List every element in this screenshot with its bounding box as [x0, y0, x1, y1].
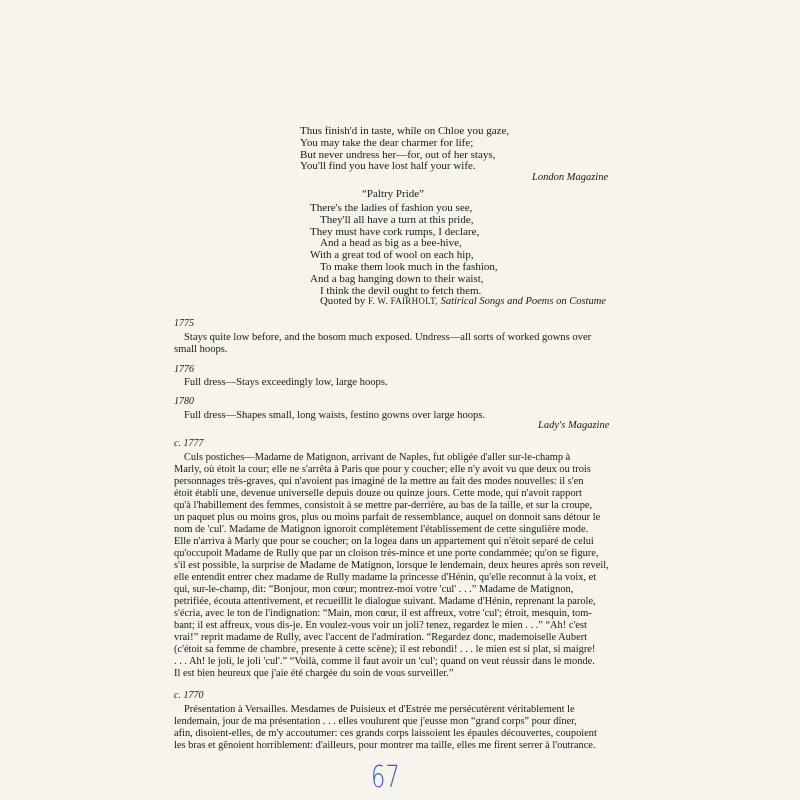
poem-line: Thus finish'd in taste, while on Chloe you gaze,	[300, 125, 510, 137]
entry-year: c. 1777	[174, 438, 204, 449]
entry-line: Full dress—Shapes small, long waists, festino gowns over large hoops.	[184, 410, 486, 421]
poem-line: They'll all have a turn at this pride,	[320, 213, 474, 226]
poem-london-magazine	[300, 126, 509, 173]
entry-line: Culs postiches—Madame de Matignon, arrivant de Naples, fut obligée d'aller sur-le-champ à	[184, 452, 571, 463]
poem-line: With a great tod of wool on each hip,	[310, 249, 474, 262]
poem-title: “Paltry Pride”	[362, 188, 425, 200]
entry-line: Présentation à Versailles. Mesdames de Puisieux et d'Estrée me persécutèrent véritablement le	[184, 704, 575, 715]
entry-line: lendemain, jour de ma présentation . . . elles voulurent que j'eusse mon “grand corps” pour dîner,	[174, 716, 577, 727]
source-london-magazine: London Magazine	[532, 172, 609, 183]
quoted-work: Satirical Songs and Poems on Costume	[440, 296, 606, 307]
entry-line: . . . Ah! le joli, le joli 'cul'.” “Voilà, comme il faut avoir un 'cul'; quand on veut réussir dans le monde.	[174, 656, 595, 667]
poem-line: And a head as big as a bee-hive,	[320, 237, 462, 250]
entry-line: afin, disoient-elles, de m'y accoutumer: ces grands corps laissoient les épaules découvertes, coupoient	[174, 728, 597, 739]
poem-line: You may take the dear charmer for life;	[300, 136, 474, 149]
entry-year: c. 1770	[174, 690, 204, 701]
entry-1775	[174, 332, 591, 356]
quote-attribution	[320, 295, 606, 307]
poem-line: But never undress her—for, out of her stays,	[300, 148, 496, 161]
source-ladys-magazine: Lady's Magazine	[538, 420, 610, 431]
entry-1780	[184, 410, 485, 422]
poem-line: To make them look much in the fashion,	[320, 260, 498, 273]
poem-paltry-pride	[310, 203, 498, 297]
poem-line: You'll find you have lost half your wife.	[300, 160, 476, 173]
poem-line: And a bag hanging down to their waist,	[310, 272, 484, 285]
entry-line: vrai!” reprit madame de Rully, avec l'accent de l'admiration. “Regardez donc, mademoiselle Aubert	[174, 632, 588, 643]
entry-line: s'écria, avec le ton de l'indignation: “Main, mon cœur, il est affreux, votre 'cul'; étroit, mesquin, tom-	[174, 608, 592, 619]
entry-line: s'il est possible, la surprise de Madame de Matignon, lorsque le lendemain, deux heures après son reveil,	[174, 560, 609, 571]
entry-line: un paquet plus ou moins gros, plus ou moins parfait de ressemblance, auquel on donnoit sans détour le	[174, 512, 601, 523]
entry-line: petrifiée, écouta attentivement, et recueillit le dialogue suivant. Madame d'Hénin, reprenant la parole,	[174, 596, 596, 607]
entry-line: Elle n'arriva à Marly que pour se coucher; on la logea dans un appartement qui n'étoit separé de celui	[174, 536, 594, 547]
entry-year: 1780	[174, 396, 194, 407]
page-number: 67	[371, 760, 400, 795]
poem-line: I think the devil ought to fetch them.	[320, 284, 482, 297]
entry-line: Marly, où étoit la cour; elle ne s'arrêta à Paris que pour y coucher; elle n'y avoit vu que deux ou trois	[174, 464, 591, 475]
poem-line: There's the ladies of fashion you see,	[310, 202, 473, 214]
entry-line: qu'à l'habillement des femmes, consistoit à se mettre par-derrière, au bas de la taille, et sur la croupe,	[174, 500, 593, 511]
entry-year: 1776	[174, 364, 194, 375]
entry-line: elle entendit entrer chez madame de Rully madame la princesse d'Hénin, qu'elle reconnut à la voix, et	[174, 572, 597, 583]
entry-year: 1775	[174, 318, 194, 329]
entry-line: étoit établi une, devenue universelle depuis douze ou quinze jours. Cette mode, qui n'avoit rapport	[174, 488, 582, 499]
entry-line: bant; il est affreux, vous dis-je. En voulez-vous voir un joli? tenez, regardez le mien . . .” “Ah! c'est	[174, 620, 587, 631]
entry-line: nom de 'cul'. Madame de Matignon ignoroit complètement l'établissement de cette singulière mode.	[174, 524, 589, 535]
entry-line: Stays quite low before, and the bosom much exposed. Undress—all sorts of worked gowns over	[184, 332, 592, 343]
entry-line: les bras et gênoient horriblement: d'ailleurs, pour montrer ma taille, elles me firent serrer à l'outrance.	[174, 740, 596, 751]
quoted-author: F. W. FAIRHOLT,	[367, 296, 438, 306]
entry-c1777	[174, 452, 609, 680]
entry-line: personnages très-graves, qui n'avoient pas imaginé de la mettre au fait des modes nouvelles: il s'en	[174, 476, 584, 487]
entry-c1770	[174, 704, 597, 752]
poem-line: They must have cork rumps, I declare,	[310, 225, 480, 238]
entry-line: Full dress—Stays exceedingly low, large hoops.	[184, 377, 388, 388]
entry-line: qu'occupoit Madame de Rully que par un cloison très-mince et une porte condammée; qu'on se figure,	[174, 548, 599, 559]
entry-line: qui, sur-le-champ, dit: “Bonjour, mon cœur; montrez-moi votre 'cul' . . .” Madame de Matignon,	[174, 584, 574, 595]
entry-1776	[184, 377, 388, 389]
entry-line: (c'étoit sa femme de chambre, presente à cette scène); il est rebondi! . . . le mien est si plat, si maigre!	[174, 644, 596, 655]
quoted-prefix: Quoted by	[320, 295, 366, 307]
entry-line: Il est bien heureux que j'aie été chargée du soin de vous surveiller.”	[174, 668, 454, 679]
entry-line: small hoops.	[174, 344, 228, 355]
